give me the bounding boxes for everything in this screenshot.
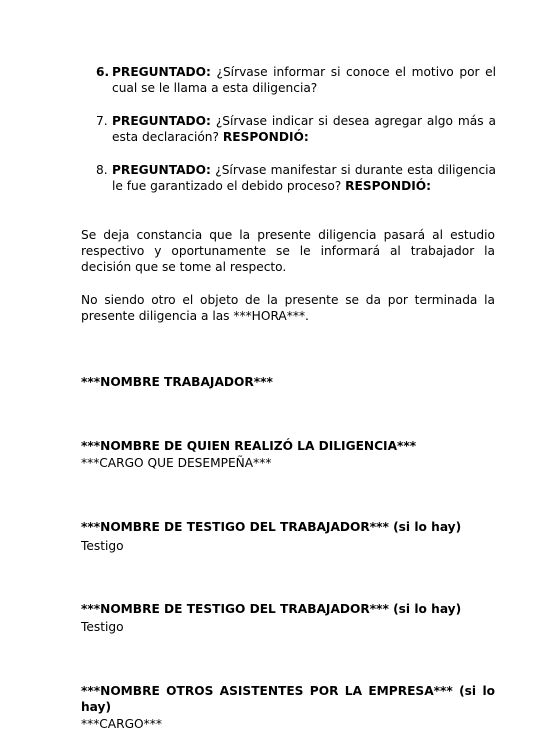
question-label: PREGUNTADO: bbox=[112, 65, 211, 79]
signature-testigo-2: ***NOMBRE DE TESTIGO DEL TRABAJADOR*** (si lo hay) bbox=[81, 602, 462, 616]
signature-testigo-1-rol: Testigo bbox=[81, 539, 124, 553]
signature-trabajador: ***NOMBRE TRABAJADOR*** bbox=[81, 375, 273, 389]
question-body: ¿Sírvase informar si conoce el motivo por el cual se le llama a esta diligencia? bbox=[112, 65, 496, 95]
question-text bbox=[112, 113, 496, 145]
question-6 bbox=[96, 64, 496, 96]
signature-realizo: ***NOMBRE DE QUIEN REALIZÓ LA DILIGENCIA*** bbox=[81, 439, 417, 453]
signature-testigo-1: ***NOMBRE DE TESTIGO DEL TRABAJADOR*** (si lo hay) bbox=[81, 520, 462, 534]
question-7 bbox=[96, 113, 496, 145]
question-text bbox=[112, 162, 496, 194]
signature-otros: ***NOMBRE OTROS ASISTENTES POR LA EMPRESA*** (si lo hay) bbox=[81, 684, 495, 714]
question-text bbox=[112, 64, 496, 96]
question-body: ¿Sírvase manifestar si durante esta diligencia le fue garantizado el debido proceso? bbox=[112, 163, 496, 193]
question-number: 8. bbox=[96, 163, 108, 177]
paragraph-constancia: Se deja constancia que la presente diligencia pasará al estudio respectivo y oportunamente se le informará al trabajador la decisión que se tome al respecto. bbox=[81, 228, 495, 274]
question-label: PREGUNTADO: bbox=[112, 163, 211, 177]
question-number: 7. bbox=[96, 114, 108, 128]
paragraph-cierre: No siendo otro el objeto de la presente se da por terminada la presente diligencia a las ***HORA***. bbox=[81, 293, 495, 323]
signature-otros-cargo: ***CARGO*** bbox=[81, 717, 162, 731]
question-8 bbox=[96, 162, 496, 194]
signature-testigo-2-rol: Testigo bbox=[81, 620, 124, 634]
answer-label: RESPONDIÓ: bbox=[345, 179, 431, 193]
signature-realizo-cargo: ***CARGO QUE DESEMPEÑA*** bbox=[81, 456, 272, 470]
question-body: ¿Sírvase indicar si desea agregar algo más a esta declaración? bbox=[112, 114, 496, 144]
question-number: 6. bbox=[96, 65, 110, 79]
question-label: PREGUNTADO: bbox=[112, 114, 211, 128]
answer-label: RESPONDIÓ: bbox=[222, 130, 309, 144]
